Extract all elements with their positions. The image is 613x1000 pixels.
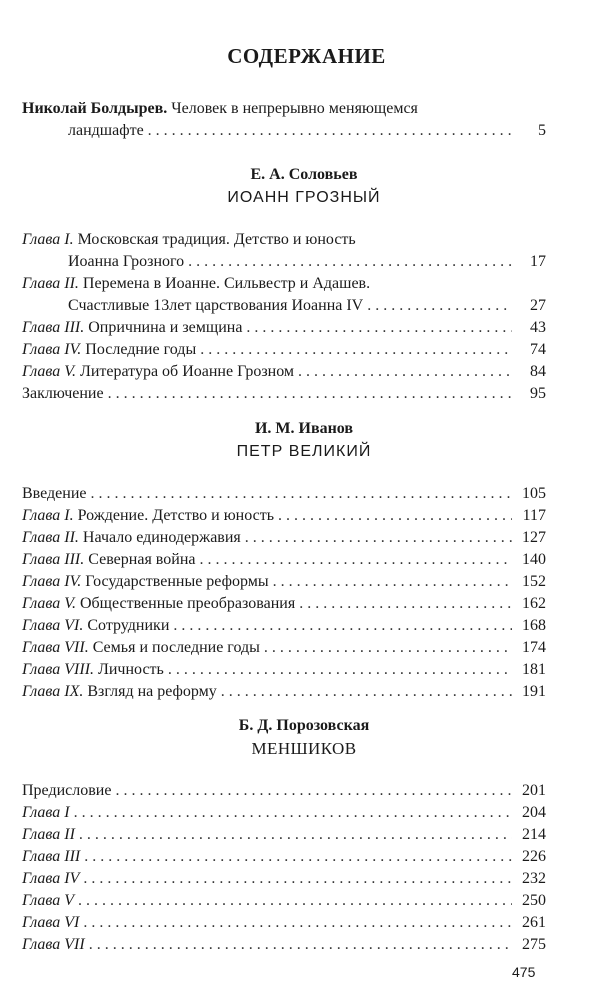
chapter-label: Глава IV xyxy=(22,870,80,887)
page-ref: 226 xyxy=(522,848,546,865)
dot-leader xyxy=(78,890,512,912)
chapter-label: Глава III xyxy=(22,848,81,865)
section-work-title: МЕНШИКОВ xyxy=(251,739,357,758)
section-work-title: ПЕТР ВЕЛИКИЙ xyxy=(236,443,372,460)
dot-leader xyxy=(298,361,512,383)
page-ref: 43 xyxy=(530,319,546,336)
chapter-label: Глава IV. xyxy=(22,573,82,590)
chapter-label: Глава I. xyxy=(22,507,74,524)
toc-entry-intro xyxy=(22,98,546,142)
chapter-title-cont: Счастливые 13лет царствования Иоанна IV xyxy=(68,297,364,314)
chapter-label: Глава IX. xyxy=(22,683,84,700)
toc-entry xyxy=(22,527,546,549)
dot-leader xyxy=(273,571,512,593)
chapter-label: Глава VIII. xyxy=(22,661,95,678)
chapter-title: Сотрудники xyxy=(87,617,170,634)
page-ref: 174 xyxy=(522,639,546,656)
chapter-title: Рождение. Детство и юность xyxy=(77,507,275,524)
toc-entry xyxy=(22,571,546,593)
toc-entry xyxy=(22,934,546,956)
dot-leader xyxy=(367,295,512,317)
dot-leader xyxy=(200,339,512,361)
chapter-title: Государственные реформы xyxy=(85,573,269,590)
chapter-title: Предисловие xyxy=(22,782,112,799)
chapter-title: Заключение xyxy=(22,385,104,402)
page-ref: 214 xyxy=(522,826,546,843)
toc-entry xyxy=(22,868,546,890)
toc-entry xyxy=(22,505,546,527)
chapter-title-cont: Иоанна Грозного xyxy=(68,253,185,270)
toc-entry xyxy=(22,549,546,571)
dot-leader xyxy=(299,593,512,615)
dot-leader xyxy=(278,505,512,527)
dot-leader xyxy=(188,251,512,273)
chapter-label: Глава V. xyxy=(22,595,76,612)
page-ref: 152 xyxy=(522,573,546,590)
toc-entry xyxy=(22,229,546,273)
page-ref: 140 xyxy=(522,551,546,568)
toc-entry xyxy=(22,780,546,802)
chapter-title: Северная война xyxy=(88,551,196,568)
page-ref: 17 xyxy=(530,253,546,270)
section-author: Е. А. Соловьев xyxy=(250,166,358,183)
page-ref: 74 xyxy=(530,341,546,358)
intro-author: Николай Болдырев. xyxy=(22,100,168,117)
page-ref: 95 xyxy=(530,385,546,402)
intro-section xyxy=(22,98,546,142)
dot-leader xyxy=(173,615,512,637)
chapter-label: Глава IV. xyxy=(22,341,82,358)
chapter-title: Взгляд на реформу xyxy=(87,683,217,700)
chapter-label: Глава II. xyxy=(22,529,79,546)
toc-entry xyxy=(22,637,546,659)
chapter-label: Глава I. xyxy=(22,231,74,248)
dot-leader xyxy=(246,317,512,339)
chapter-label: Глава VI xyxy=(22,914,80,931)
page-ref: 84 xyxy=(530,363,546,380)
dot-leader xyxy=(168,659,512,681)
toc-entry xyxy=(22,912,546,934)
toc-entry xyxy=(22,483,546,505)
dot-leader xyxy=(199,549,512,571)
toc-entry xyxy=(22,681,546,703)
page-ref: 201 xyxy=(522,782,546,799)
chapter-label: Глава II xyxy=(22,826,75,843)
intro-title-line1: Человек в непрерывно меняющемся xyxy=(171,100,418,117)
intro-title-line2: ландшафте xyxy=(68,122,144,139)
dot-leader xyxy=(245,527,512,549)
chapter-label: Глава VI. xyxy=(22,617,84,634)
page-ref: 232 xyxy=(522,870,546,887)
section-peter xyxy=(22,418,546,703)
page-ref: 27 xyxy=(530,297,546,314)
toc-entry xyxy=(22,317,546,339)
dot-leader xyxy=(91,483,513,505)
dot-leader xyxy=(108,383,512,405)
toc-entry xyxy=(22,339,546,361)
section-author: И. М. Иванов xyxy=(254,420,354,437)
toc-entry xyxy=(22,593,546,615)
entry-list xyxy=(22,229,546,405)
chapter-title: Общественные преобразования xyxy=(79,595,296,612)
dot-leader xyxy=(221,681,512,703)
dot-leader xyxy=(148,120,512,142)
chapter-label: Глава V xyxy=(22,892,75,909)
page-ref: 204 xyxy=(522,804,546,821)
page-ref: 127 xyxy=(522,529,546,546)
chapter-title: Литература об Иоанне Грозном xyxy=(79,363,295,380)
section-work-title: ИОАНН ГРОЗНЫЙ xyxy=(227,189,381,206)
section-menshikov xyxy=(22,715,546,956)
toc-entry xyxy=(22,615,546,637)
toc-entry xyxy=(22,890,546,912)
chapter-title: Московская традиция. Детство и юность xyxy=(77,231,356,248)
chapter-title: Введение xyxy=(22,485,87,502)
page-ref: 275 xyxy=(522,936,546,953)
page-ref: 181 xyxy=(522,661,546,678)
chapter-label: Глава II. xyxy=(22,275,79,292)
section-author: Б. Д. Порозовская xyxy=(238,717,370,734)
dot-leader xyxy=(115,780,512,802)
chapter-label: Глава V. xyxy=(22,363,76,380)
toc-entry xyxy=(22,383,546,405)
chapter-label: Глава III. xyxy=(22,319,85,336)
page-ref: 162 xyxy=(522,595,546,612)
dot-leader xyxy=(84,846,512,868)
chapter-title: Перемена в Иоанне. Сильвестр и Адашев. xyxy=(82,275,371,292)
entry-list xyxy=(22,780,546,956)
chapter-label: Глава VII. xyxy=(22,639,89,656)
page-title: СОДЕРЖАНИЕ xyxy=(227,44,386,68)
page-ref: 5 xyxy=(538,122,546,139)
chapter-title: Личность xyxy=(98,661,164,678)
dot-leader xyxy=(79,824,512,846)
toc-entry xyxy=(22,824,546,846)
chapter-title: Опричнина и земщина xyxy=(88,319,243,336)
dot-leader xyxy=(89,934,512,956)
dot-leader xyxy=(83,868,512,890)
toc-entry xyxy=(22,361,546,383)
page-ref: 191 xyxy=(522,683,546,700)
chapter-label: Глава I xyxy=(22,804,70,821)
dot-leader xyxy=(74,802,512,824)
dot-leader xyxy=(83,912,512,934)
chapter-title: Семья и последние годы xyxy=(92,639,260,656)
toc-entry xyxy=(22,273,546,317)
chapter-title: Последние годы xyxy=(85,341,197,358)
chapter-label: Глава VII xyxy=(22,936,85,953)
chapter-label: Глава III. xyxy=(22,551,85,568)
dot-leader xyxy=(264,637,512,659)
page-ref: 261 xyxy=(522,914,546,931)
page-ref: 168 xyxy=(522,617,546,634)
toc-entry xyxy=(22,846,546,868)
page-ref: 250 xyxy=(522,892,546,909)
page-number: 475 xyxy=(512,964,536,980)
page-ref: 117 xyxy=(522,507,546,524)
entry-list xyxy=(22,483,546,703)
toc-entry xyxy=(22,659,546,681)
chapter-title: Начало единодержавия xyxy=(82,529,241,546)
page-ref: 105 xyxy=(522,485,546,502)
toc-entry xyxy=(22,802,546,824)
section-ivan xyxy=(22,164,546,405)
